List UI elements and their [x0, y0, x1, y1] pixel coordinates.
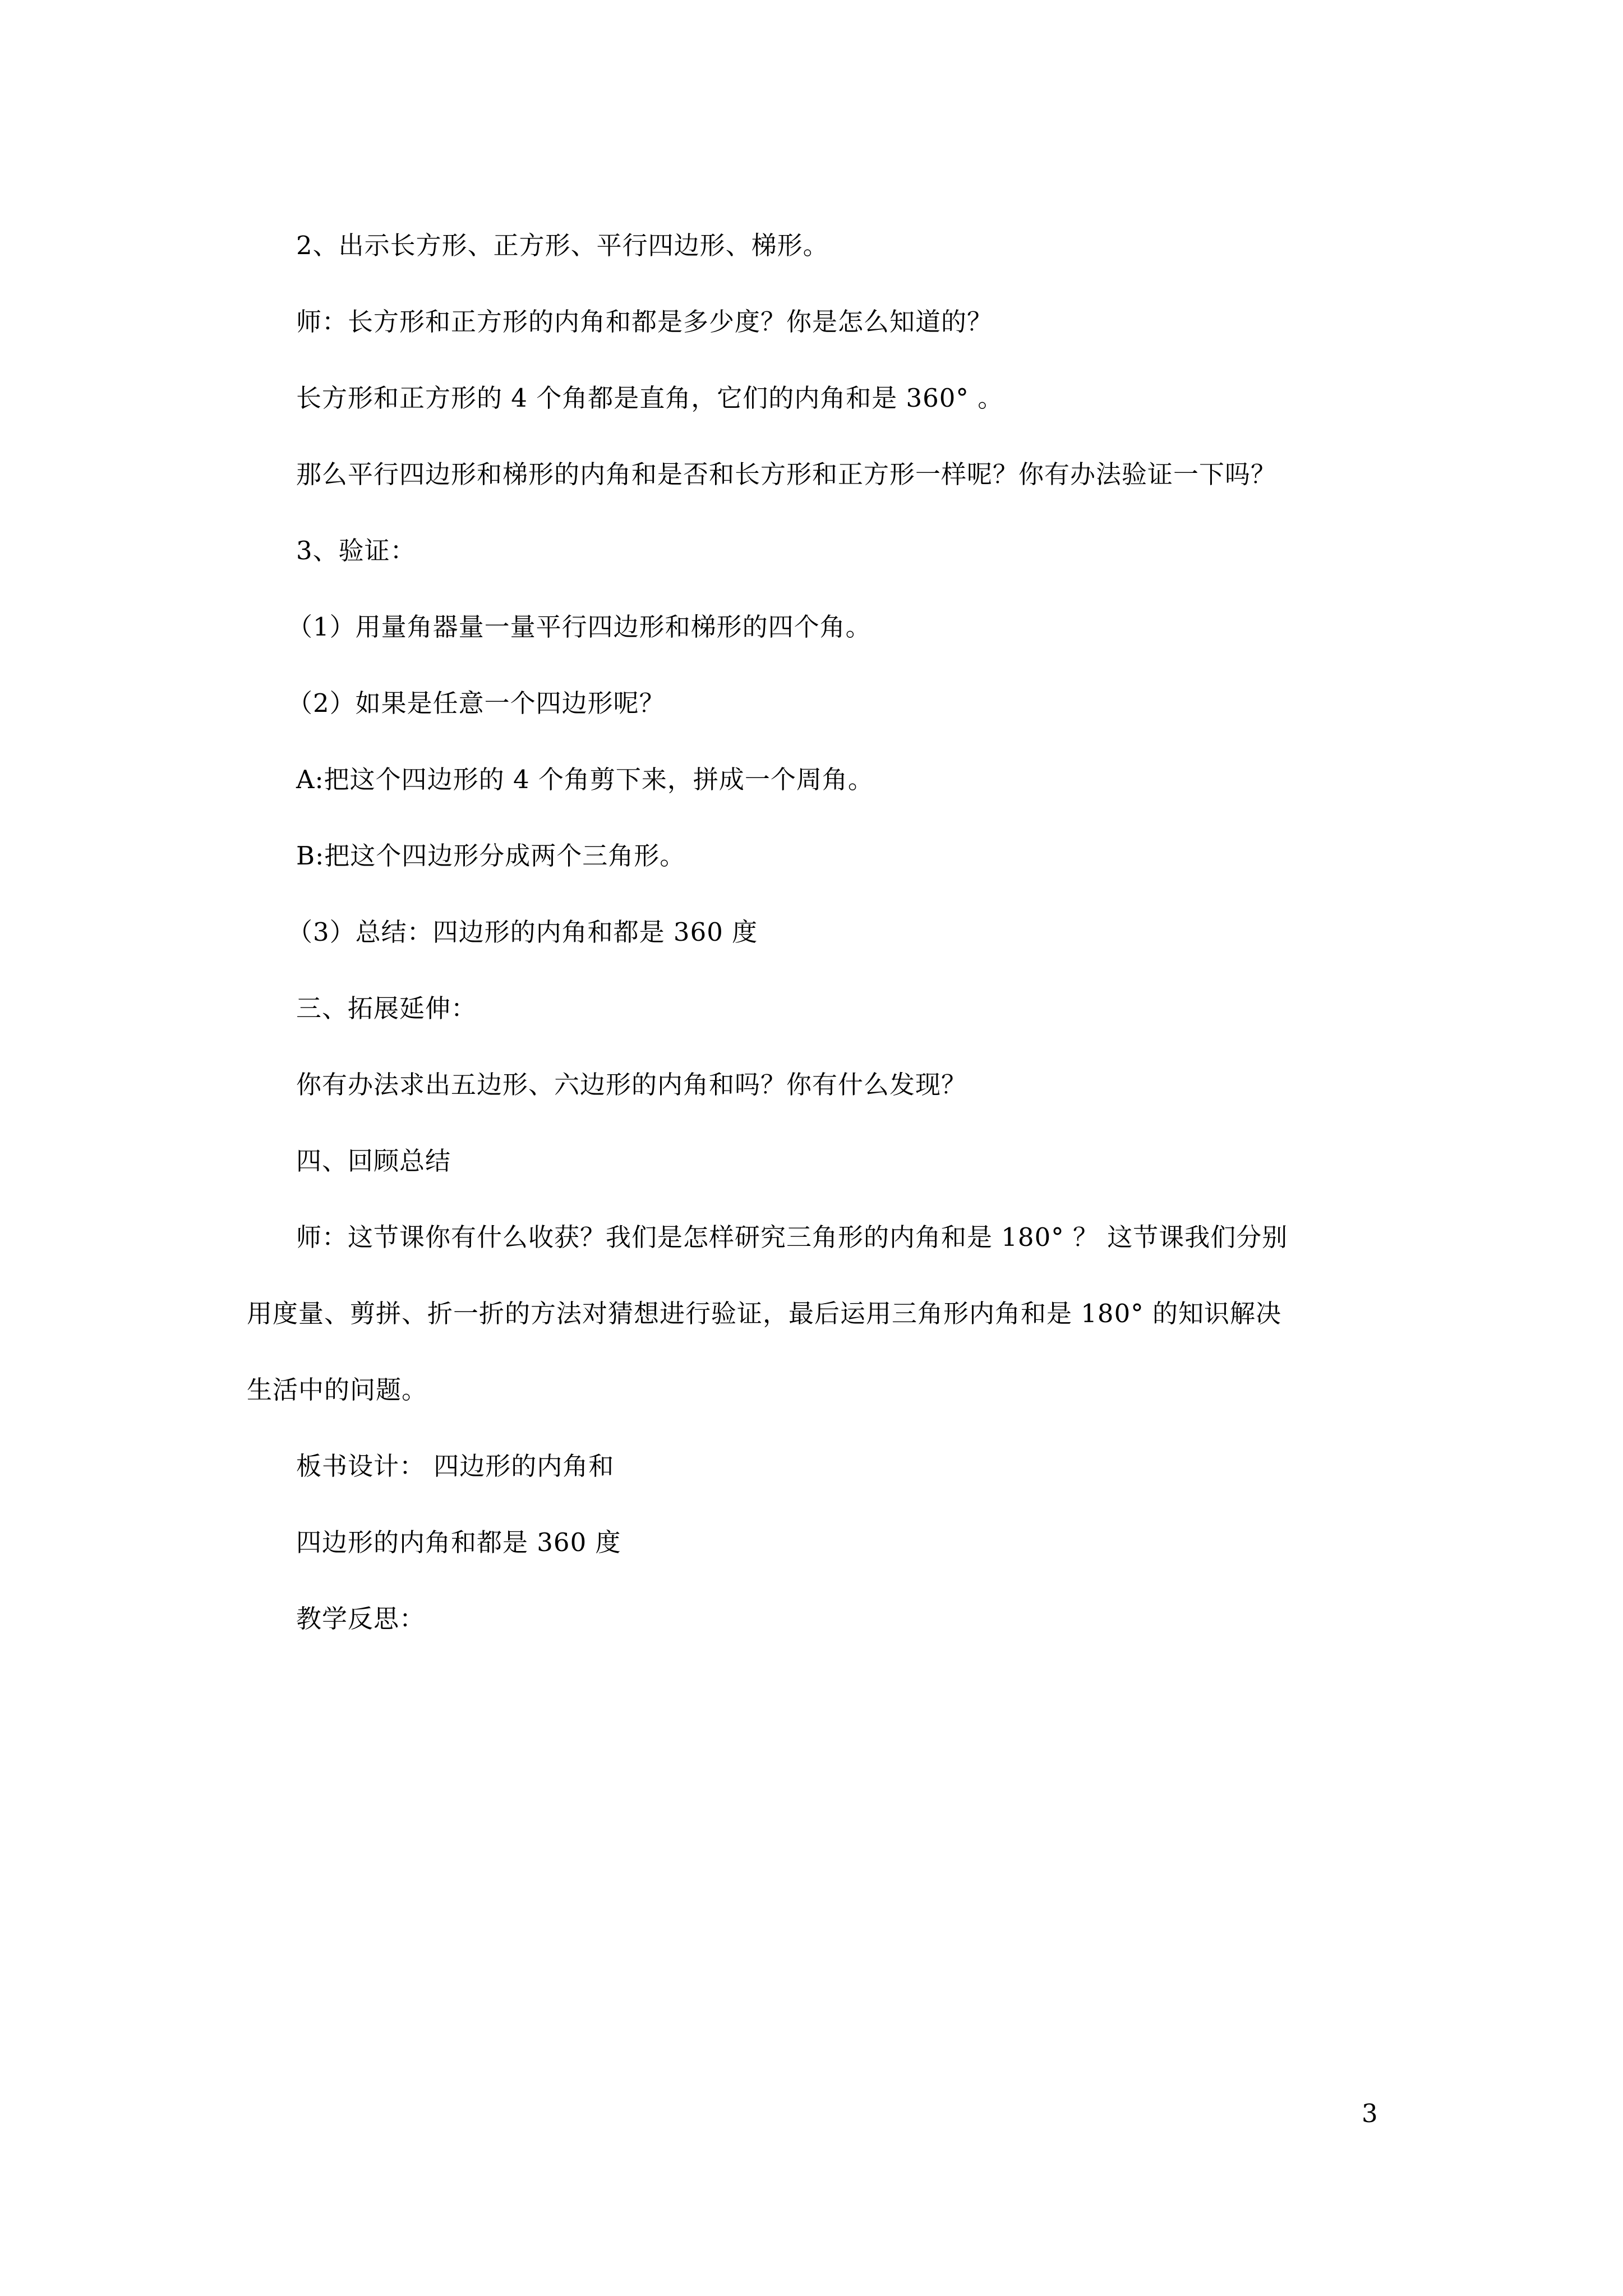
text-line-13: 四、回顾总结 — [296, 1146, 451, 1176]
page-number: 3 — [1362, 2099, 1378, 2128]
text-line-7: （2）如果是任意一个四边形呢？ — [287, 688, 665, 718]
text-line-16: 生活中的问题。 — [247, 1375, 428, 1405]
text-line-2: 师：长方形和正方形的内角和都是多少度？你是怎么知道的？ — [296, 307, 993, 337]
text-line-6: （1）用量角器量一量平行四边形和梯形的四个角。 — [287, 612, 872, 642]
text-line-14: 师：这节课你有什么收获？我们是怎样研究三角形的内角和是 180° ？ 这节课我们分别 — [296, 1222, 1288, 1252]
text-line-17: 板书设计： 四边形的内角和 — [296, 1451, 615, 1481]
text-line-8: A:把这个四边形的 4 个角剪下来，拼成一个周角。 — [296, 765, 874, 794]
text-line-11: 三、拓展延伸： — [296, 993, 477, 1023]
text-line-3: 长方形和正方形的 4 个角都是直角，它们的内角和是 360° 。 — [296, 383, 1004, 413]
text-line-12: 你有办法求出五边形、六边形的内角和吗？你有什么发现？ — [296, 1070, 967, 1099]
text-line-4: 那么平行四边形和梯形的内角和是否和长方形和正方形一样呢？你有办法验证一下吗？ — [296, 459, 1277, 489]
text-line-10: （3）总结：四边形的内角和都是 360 度 — [287, 917, 758, 947]
text-line-18: 四边形的内角和都是 360 度 — [296, 1527, 621, 1557]
text-line-5: 3、验证： — [296, 536, 416, 565]
text-line-1: 2、出示长方形、正方形、平行四边形、梯形。 — [296, 231, 829, 260]
text-line-15: 用度量、剪拼、折一折的方法对猜想进行验证，最后运用三角形内角和是 180° 的知识解决 — [247, 1299, 1282, 1328]
text-line-9: B:把这个四边形分成两个三角形。 — [296, 841, 686, 871]
text-line-19: 教学反思： — [296, 1604, 426, 1634]
